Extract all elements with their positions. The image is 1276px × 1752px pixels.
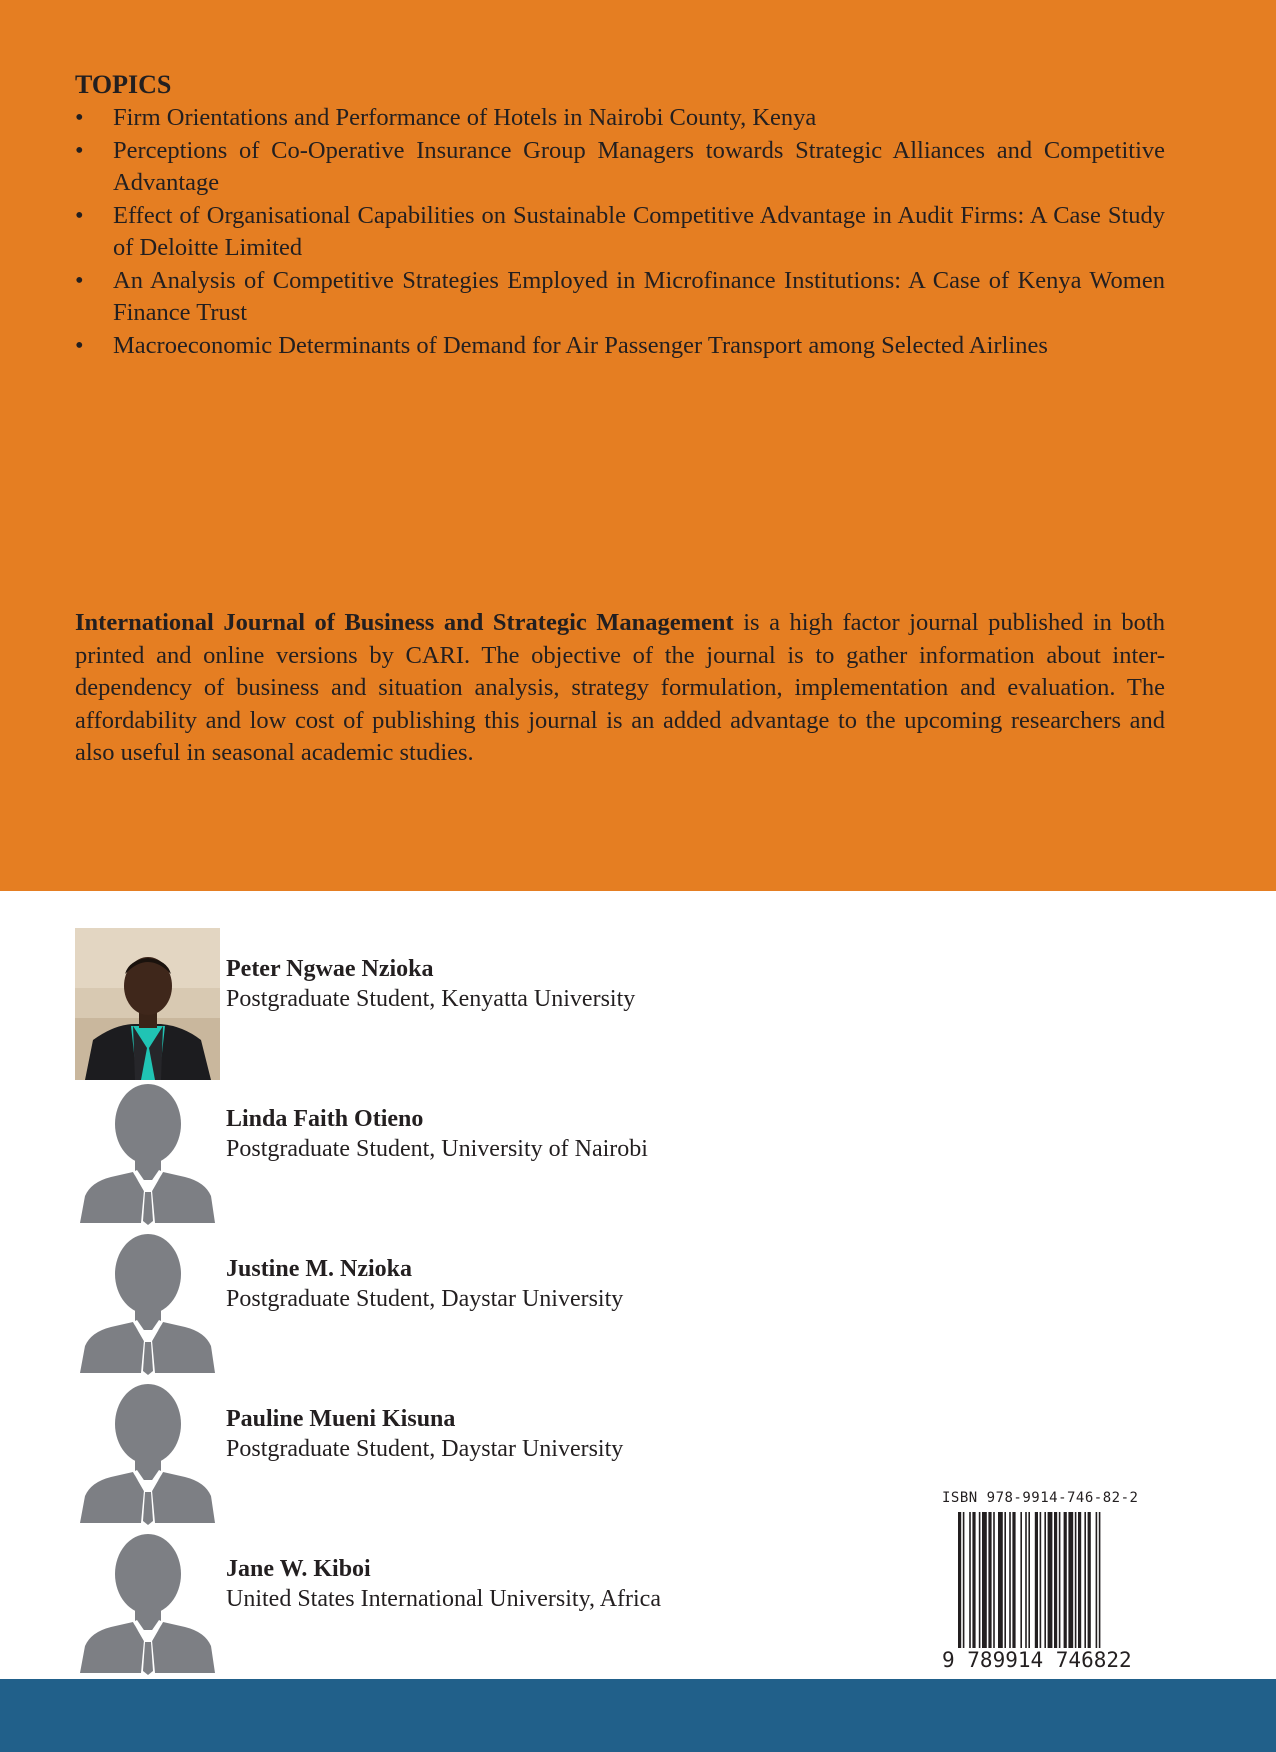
topics-section <box>75 68 1165 362</box>
bullet-icon: • <box>75 266 84 294</box>
topic-text: Firm Orientations and Performance of Hotels in Nairobi County, Kenya <box>113 104 817 131</box>
bullet-icon: • <box>75 331 84 359</box>
topic-item <box>75 102 1165 135</box>
topic-item <box>75 330 1165 363</box>
author-info <box>226 1104 648 1164</box>
topic-text: Perceptions of Co-Operative Insurance Group Managers towards Strategic Alliances and Competitive Advantage <box>113 136 1165 196</box>
author-name: Peter Ngwae Nzioka <box>226 956 434 982</box>
journal-name: International Journal of Business and Strategic Management <box>75 609 734 636</box>
author-entry <box>75 1078 755 1230</box>
isbn-barcode-block <box>940 1490 1160 1676</box>
author-affiliation: United States International University, Africa <box>226 1586 661 1612</box>
topics-list <box>75 102 1165 362</box>
author-affiliation: Postgraduate Student, Daystar University <box>226 1436 624 1462</box>
topic-item <box>75 135 1165 200</box>
topic-text: Macroeconomic Determinants of Demand for Air Passenger Transport among Selected Airlines <box>113 331 1048 359</box>
person-silhouette-icon <box>75 1378 220 1530</box>
author-affiliation: Postgraduate Student, Daystar University <box>226 1286 624 1312</box>
person-silhouette-icon <box>75 1228 220 1380</box>
author-entry <box>75 1228 755 1380</box>
author-photo <box>75 928 220 1080</box>
journal-description <box>75 607 1165 770</box>
author-entry <box>75 1528 755 1680</box>
author-info <box>226 954 635 1014</box>
description-body: is a high factor journal published in both printed and online versions by CARI. The objective of the journal is to gather information about inter-dependency of business and situation analysis, strategy formulation, implementation and evaluation. The affordability and low cost of publishing this journal is an added advantage to the upcoming researchers and also useful in seasonal academic studies. <box>75 609 1165 766</box>
bullet-icon: • <box>75 201 84 229</box>
topic-text: An Analysis of Competitive Strategies Employed in Microfinance Institutions: A Case of Kenya Women Finance Trust <box>113 266 1165 326</box>
isbn-label: ISBN 978-9914-746-82-2 <box>942 1490 1139 1506</box>
author-entry <box>75 928 755 1080</box>
author-entry <box>75 1378 755 1530</box>
bullet-icon: • <box>75 104 84 131</box>
author-info <box>226 1404 623 1464</box>
person-silhouette-icon <box>75 1078 220 1230</box>
barcode-icon <box>940 1512 1150 1648</box>
author-name: Jane W. Kiboi <box>226 1556 371 1582</box>
author-name: Pauline Mueni Kisuna <box>226 1406 456 1432</box>
author-name: Justine M. Nzioka <box>226 1256 412 1282</box>
topic-text: Effect of Organisational Capabilities on Sustainable Competitive Advantage in Audit Firms: A Case Study of Deloitte Limited <box>113 201 1165 261</box>
footer-band <box>0 1679 1276 1752</box>
author-info <box>226 1554 661 1614</box>
isbn-digits: 9 789914 746822 <box>942 1648 1132 1672</box>
person-silhouette-icon <box>75 1528 220 1680</box>
author-name: Linda Faith Otieno <box>226 1106 424 1132</box>
author-affiliation: Postgraduate Student, University of Nairobi <box>226 1136 648 1162</box>
topic-item <box>75 265 1165 330</box>
bullet-icon: • <box>75 136 84 164</box>
author-affiliation: Postgraduate Student, Kenyatta University <box>226 986 636 1012</box>
author-info <box>226 1254 623 1314</box>
topic-item <box>75 200 1165 265</box>
topics-heading: TOPICS <box>75 70 172 99</box>
